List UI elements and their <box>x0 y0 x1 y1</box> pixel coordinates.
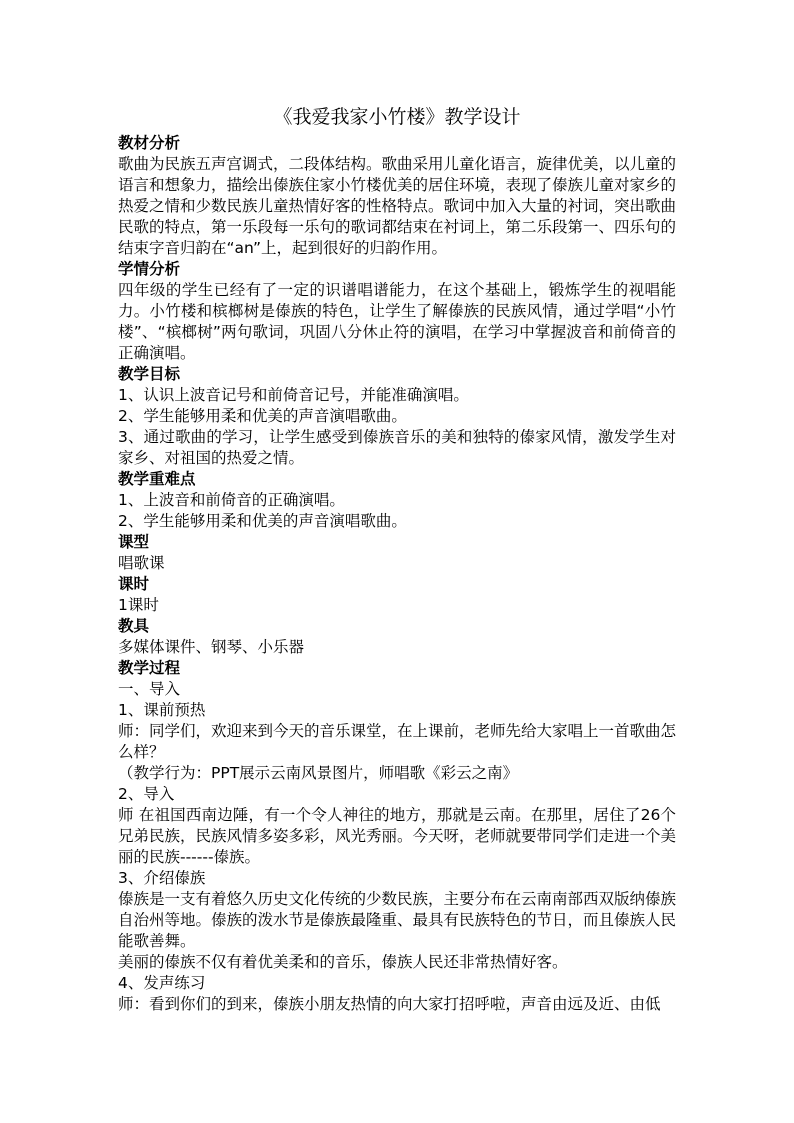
section-heading-material-analysis: 教材分析 <box>118 134 181 152</box>
process-item: （教学行为：PPT展示云南风景图片，师唱歌《彩云之南》 <box>118 764 519 782</box>
process-item: 傣族是一支有着悠久历史文化传统的少数民族，主要分布在云南南部西双版纳傣族自治州等地。傣族的泼水节是傣族最隆重、最具有民族特色的节日，而且傣族人民能歌善舞。 <box>118 890 677 950</box>
section-heading-teaching-process: 教学过程 <box>118 659 181 677</box>
key-point-item: 1、上波音和前倚音的正确演唱。 <box>118 491 345 509</box>
section-heading-key-points: 教学重难点 <box>118 470 196 488</box>
goal-item: 1、认识上波音记号和前倚音记号，并能准确演唱。 <box>118 386 469 404</box>
section-text-student-analysis: 四年级的学生已经有了一定的识谱唱谱能力，在这个基础上，锻炼学生的视唱能力。小竹楼和槟榔树是傣族的特色，让学生了解傣族的民族风情，通过学唱“小竹楼”、“槟榔树”两句歌词，巩固八分休止符的演唱，在学习中掌握波音和前倚音的正确演唱。 <box>118 281 676 362</box>
goal-item: 3、通过歌曲的学习，让学生感受到傣族音乐的美和独特的傣家风情，激发学生对家乡、对祖国的热爱之情。 <box>118 428 676 467</box>
section-text-lesson-type: 唱歌课 <box>118 554 165 572</box>
process-item: 师：同学们，欢迎来到今天的音乐课堂，在上课前，老师先给大家唱上一首歌曲怎么样？ <box>118 722 677 761</box>
section-text-lesson-hours: 1课时 <box>118 596 159 614</box>
section-text-teaching-aids: 多媒体课件、钢琴、小乐器 <box>118 638 305 656</box>
section-text-material-analysis: 歌曲为民族五声宫调式，二段体结构。歌曲采用儿童化语言，旋律优美，以儿童的语言和想象力，描绘出傣族住家小竹楼优美的居住环境，表现了傣族儿童对家乡的热爱之情和少数民族儿童热情好客的性格特点。歌词中加入大量的衬词，突出歌曲民歌的特点，第一乐段每一乐句的歌词都结束在衬词上，第二乐段第一、四乐句的结束字音归韵在“an”上，起到很好的归韵作用。 <box>118 155 677 257</box>
section-heading-lesson-hours: 课时 <box>118 575 150 593</box>
process-item: 3、介绍傣族 <box>118 869 206 887</box>
key-point-item: 2、学生能够用柔和优美的声音演唱歌曲。 <box>118 512 407 530</box>
section-heading-lesson-type: 课型 <box>118 533 150 551</box>
process-item: 师 在祖国西南边陲，有一个令人神往的地方，那就是云南。在那里，居住了26个兄弟民族，民族风情多姿多彩，风光秀丽。今天呀，老师就要带同学们走进一个美丽的民族------傣族。 <box>118 806 677 866</box>
document-title: 《我爱我家小竹楼》教学设计 <box>273 106 521 128</box>
section-heading-teaching-goals: 教学目标 <box>118 365 181 383</box>
goal-item: 2、学生能够用柔和优美的声音演唱歌曲。 <box>118 407 407 425</box>
process-item: 一、导入 <box>118 680 181 698</box>
process-item: 2、导入 <box>118 785 175 803</box>
process-item: 1、课前预热 <box>118 701 206 719</box>
section-heading-student-analysis: 学情分析 <box>118 260 181 278</box>
process-item: 4、发声练习 <box>118 974 206 992</box>
section-heading-teaching-aids: 教具 <box>118 617 150 635</box>
process-item: 美丽的傣族不仅有着优美柔和的音乐，傣族人民还非常热情好客。 <box>118 953 568 971</box>
process-item: 师：看到你们的到来，傣族小朋友热情的向大家打招呼啦，声音由远及近、由低 <box>118 995 661 1013</box>
